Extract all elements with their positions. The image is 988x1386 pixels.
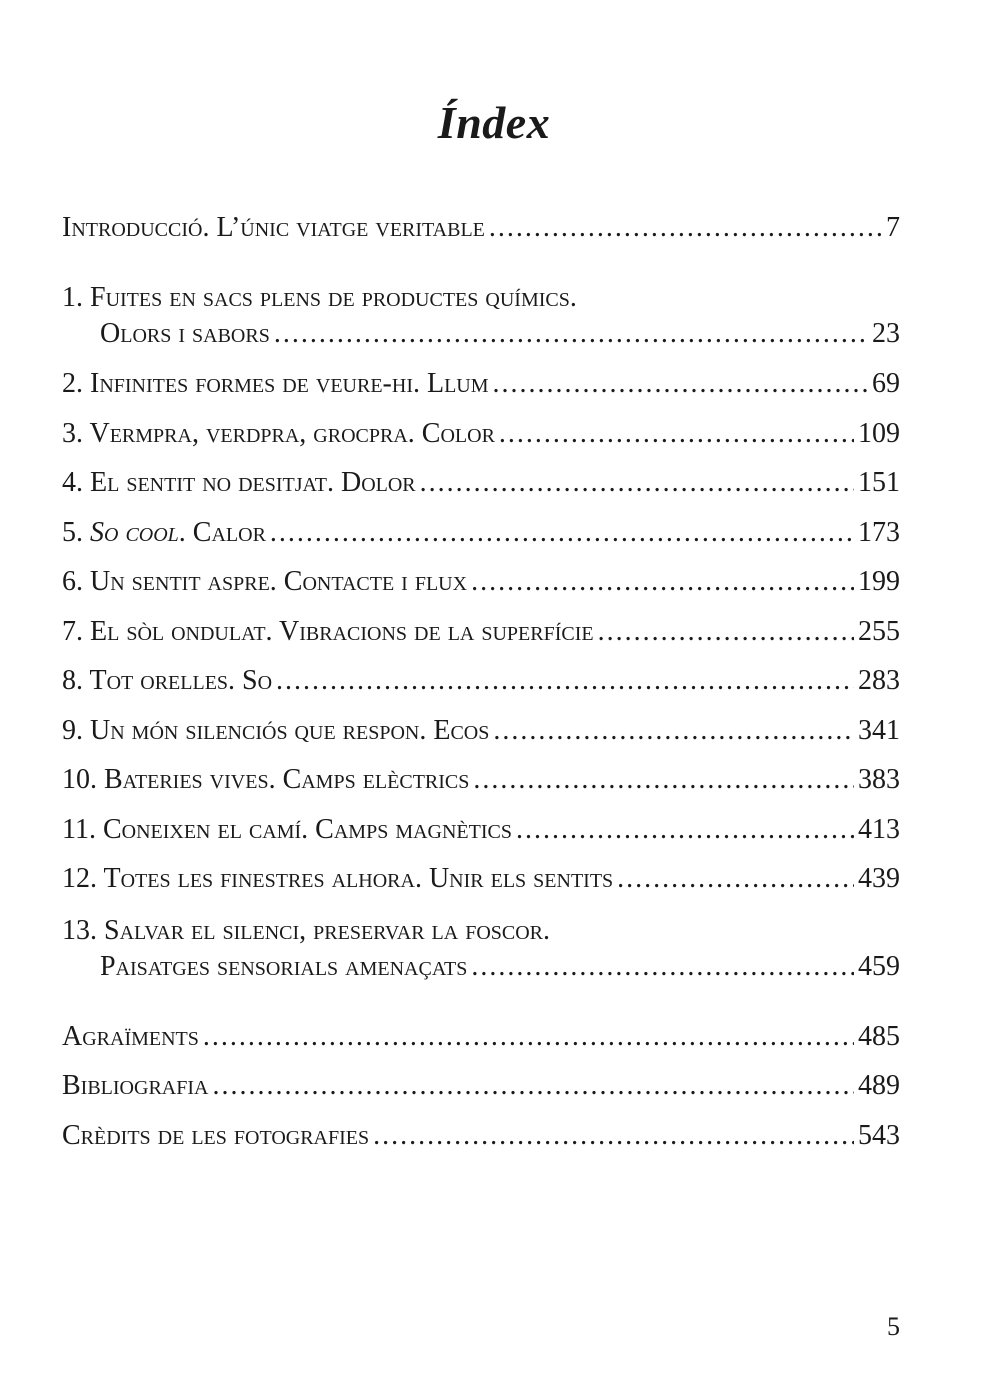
toc-entry-italic-title: So cool [90, 517, 179, 548]
toc-entry-page: 199 [858, 566, 900, 597]
toc-entry-title: Bibliografia [62, 1070, 209, 1101]
toc-entry-page: 489 [858, 1070, 900, 1101]
page-number: 5 [887, 1312, 900, 1341]
toc-entry-chapter-6[interactable] [62, 564, 900, 600]
leader-dots [499, 416, 854, 452]
leader-dots [598, 614, 854, 650]
toc-entry-chapter-13[interactable] [62, 913, 900, 985]
toc-entry-page: 7 [886, 212, 900, 243]
toc-entry-acknowledgements[interactable] [62, 1019, 900, 1055]
toc-entry-page: 383 [858, 764, 900, 795]
leader-dots [516, 812, 854, 848]
toc-entry-page: 439 [858, 863, 900, 894]
toc-entry-chapter-4[interactable] [62, 465, 900, 501]
leader-dots [373, 1118, 854, 1154]
toc-entry-title: 10. Bateries vives. Camps elèctrics [62, 764, 470, 795]
toc-entry-title: 8. Tot orelles. So [62, 665, 273, 696]
toc-entry-photo-credits[interactable] [62, 1118, 900, 1154]
toc-entry-title: 4. El sentit no desitjat. Dolor [62, 467, 416, 498]
toc-entry-chapter-12[interactable] [62, 861, 900, 897]
toc-entry-chapter-2[interactable] [62, 366, 900, 402]
toc-entry-page: 459 [858, 951, 900, 982]
toc-entry-chapter-10[interactable] [62, 762, 900, 798]
toc-entry-number: 5. [62, 517, 90, 548]
toc-entry-chapter-5[interactable] [62, 515, 900, 551]
toc-entry-title: 2. Infinites formes de veure-hi. Llum [62, 368, 489, 399]
leader-dots [420, 465, 854, 501]
leader-dots [471, 949, 854, 985]
leader-dots [473, 762, 854, 798]
toc-entry-title-line1: 13. Salvar el silenci, preservar la foscor. [62, 915, 551, 946]
toc-entry-page: 173 [858, 517, 900, 548]
toc-entry-title [62, 515, 266, 551]
toc-entry-title-line1: 1. Fuites en sacs plens de productes químics. [62, 282, 577, 313]
toc-entry-chapter-3[interactable] [62, 416, 900, 452]
toc-entry-title: Introducció. L’únic viatge veritable [62, 212, 485, 243]
leader-dots [270, 515, 854, 551]
page-title: Índex [437, 96, 551, 148]
toc-entry-page: 543 [858, 1120, 900, 1151]
toc-entry-page: 23 [872, 318, 900, 349]
toc-entry-page: 109 [858, 418, 900, 449]
toc-entry-title: Agraïments [62, 1021, 199, 1052]
toc-entry-page: 151 [858, 467, 900, 498]
toc-entry-page: 69 [872, 368, 900, 399]
leader-dots [276, 663, 854, 699]
toc-entry-page: 413 [858, 814, 900, 845]
toc-entry-introduction[interactable] [62, 210, 900, 246]
toc-entry-page: 485 [858, 1021, 900, 1052]
toc-entry-chapter-1[interactable] [62, 280, 900, 352]
toc-entry-chapter-8[interactable] [62, 663, 900, 699]
leader-dots [489, 210, 882, 246]
toc-entry-page: 341 [858, 715, 900, 746]
toc-entry-page: 255 [858, 616, 900, 647]
toc-entry-chapter-7[interactable] [62, 614, 900, 650]
toc-entry-title: 7. El sòl ondulat. Vibracions de la superfície [62, 616, 594, 647]
toc-entry-chapter-11[interactable] [62, 812, 900, 848]
toc-entry-title: 6. Un sentit aspre. Contacte i flux [62, 566, 468, 597]
leader-dots [471, 564, 854, 600]
leader-dots [617, 861, 854, 897]
toc-entry-chapter-9[interactable] [62, 713, 900, 749]
leader-dots [493, 713, 854, 749]
leader-dots [493, 366, 868, 402]
toc-entry-page: 283 [858, 665, 900, 696]
toc-entry-title: 9. Un món silenciós que respon. Ecos [62, 715, 490, 746]
leader-dots [212, 1068, 854, 1104]
toc-entry-title: 11. Coneixen el camí. Camps magnètics [62, 814, 512, 845]
toc-entry-title: Olors i sabors [100, 318, 270, 349]
toc-entry-bibliography[interactable] [62, 1068, 900, 1104]
toc-entry-title: Crèdits de les fotografies [62, 1120, 370, 1151]
toc-entry-title: 3. Vermpra, verdpra, grocpra. Color [62, 418, 495, 449]
leader-dots [203, 1019, 854, 1055]
leader-dots [274, 316, 868, 352]
toc-entry-title-rest: . Calor [178, 517, 266, 548]
toc-entry-title: Paisatges sensorials amenaçats [100, 951, 468, 982]
toc-entry-title: 12. Totes les finestres alhora. Unir els sentits [62, 863, 614, 894]
